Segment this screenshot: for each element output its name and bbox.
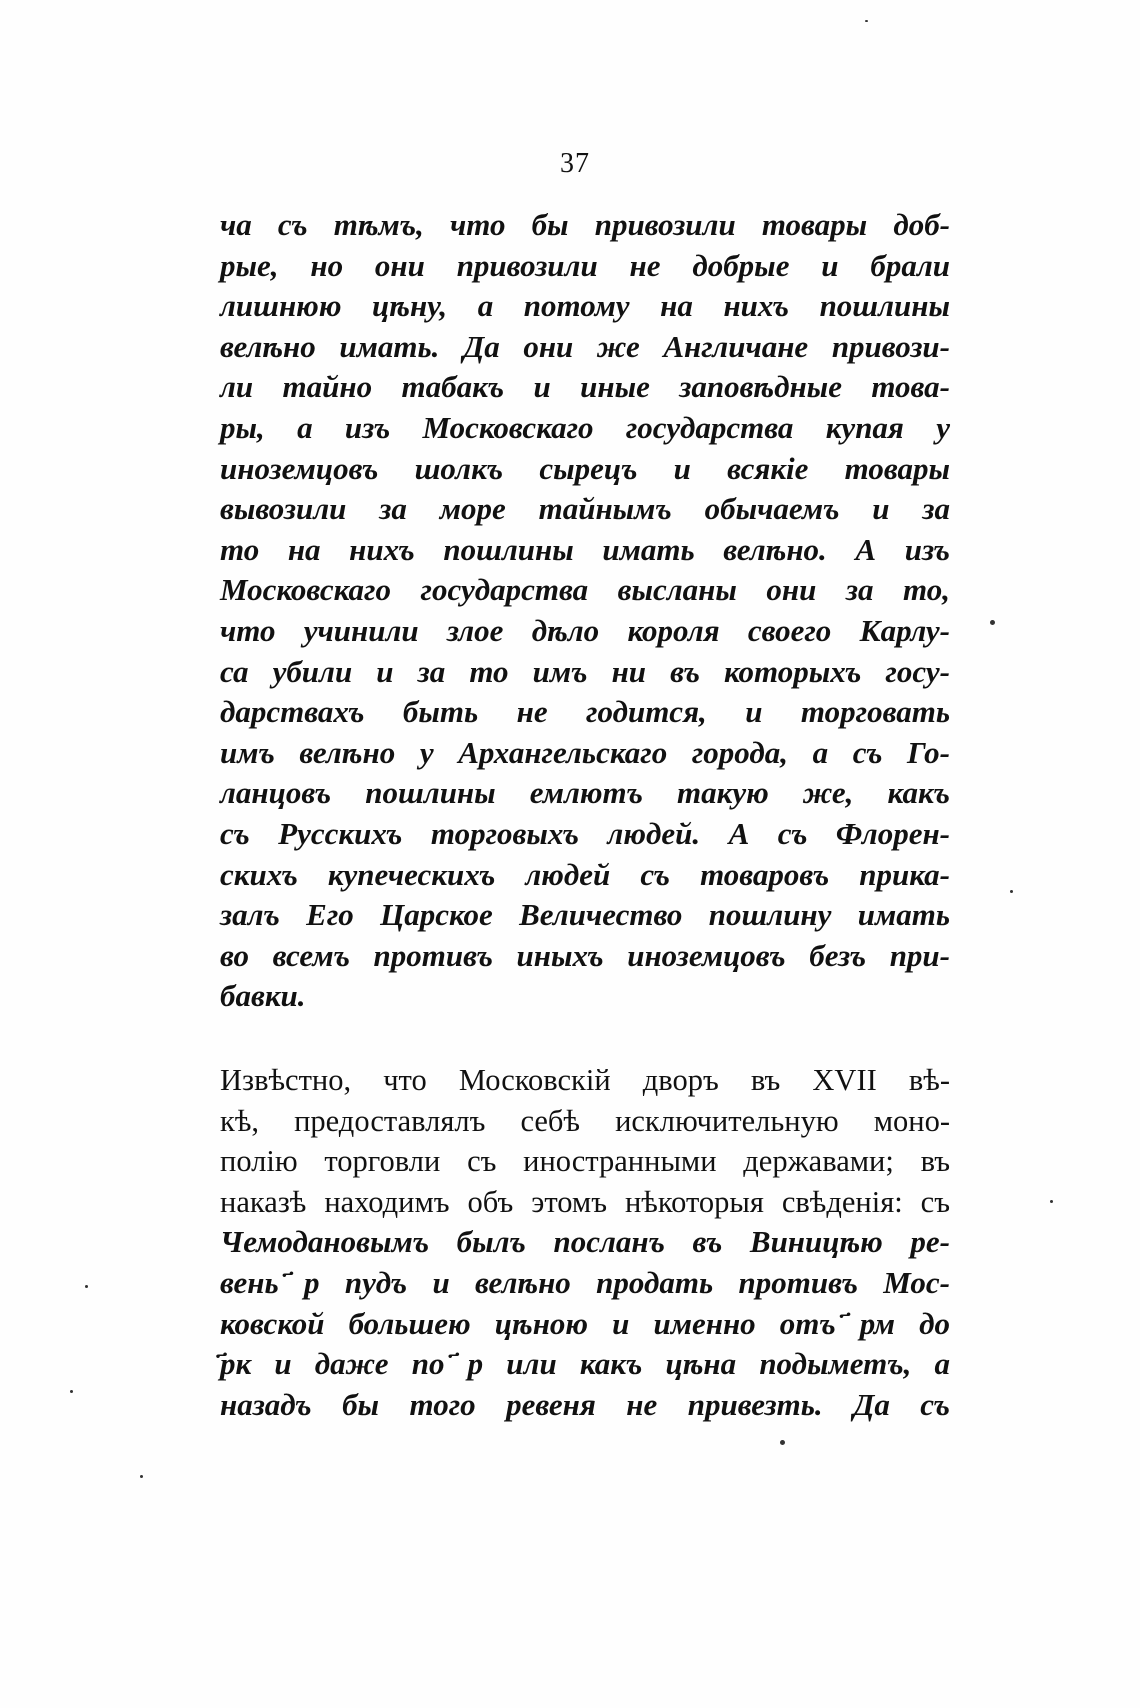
- text-line: бавки.: [220, 978, 306, 1014]
- scan-speck: [780, 1440, 785, 1445]
- text-line: ча съ тѣмъ, что бы привозили товары доб-: [220, 207, 950, 242]
- text-line: ли тайно табакъ и иные заповѣдные това-: [220, 369, 950, 405]
- page-number: 37: [560, 148, 590, 179]
- text-line: иноземцовъ шолкъ сырецъ и всякіе товары: [220, 450, 950, 486]
- text-line: вень ҃р пудъ и велѣно продать противъ Мос-: [220, 1264, 950, 1300]
- text-line: Чемодановымъ былъ посланъ въ Виницѣю ре-: [220, 1224, 950, 1260]
- scan-speck: [990, 620, 995, 625]
- text-line: имъ велѣно у Архангельскаго города, а съ Го-: [220, 734, 950, 770]
- scan-speck: [140, 1475, 143, 1478]
- text-line: то на нихъ пошлины имать велѣно. А изъ: [220, 531, 950, 567]
- scan-speck: [865, 20, 868, 22]
- text-line: дарствахъ быть не годится, и торговать: [220, 694, 950, 730]
- scan-speck: [70, 1390, 73, 1393]
- text-line: съ Русскихъ торговыхъ людей. А съ Флорен-: [220, 815, 950, 851]
- text-line: полію торговли съ иностранными державами; въ: [220, 1144, 950, 1179]
- text-line: Московскаго государства высланы они за то,: [220, 572, 950, 608]
- text-line: велѣно имать. Да они же Англичане привози-: [220, 328, 950, 364]
- text-line: са убили и за то имъ ни въ которыхъ госу-: [220, 653, 950, 689]
- text-line: во всемъ противъ иныхъ иноземцовъ безъ при-: [220, 937, 950, 973]
- text-line: Извѣстно, что Московскій дворъ въ XVII вѣ-: [220, 1063, 950, 1097]
- quoted-decree-text: [220, 205, 950, 1017]
- scan-speck: [1010, 890, 1013, 893]
- text-line: ковской большею цѣною и именно отъ ҃рм до: [220, 1305, 950, 1341]
- text-line: рые, но они привозили не добрые и брали: [220, 247, 950, 283]
- scan-speck: [85, 1285, 88, 1288]
- text-line: скихъ купеческихъ людей съ товаровъ прика-: [220, 856, 950, 892]
- commentary-paragraph: [220, 1060, 950, 1425]
- text-line: ры, а изъ Московскаго государства купая у: [220, 409, 950, 445]
- text-line: залъ Его Царское Величество пошлину имать: [220, 897, 950, 933]
- text-line: что учинили злое дѣло короля своего Карлу-: [220, 612, 950, 648]
- text-line: ҃рк и даже по ҃р или какъ цѣна подыметъ, а: [220, 1346, 950, 1382]
- text-line: наказѣ находимъ объ этомъ нѣкоторыя свѣденія: съ: [220, 1184, 950, 1219]
- text-line: вывозили за море тайнымъ обычаемъ и за: [220, 491, 950, 527]
- text-line: назадъ бы того ревеня не привезть. Да съ: [220, 1386, 950, 1422]
- text-line: лишнюю цѣну, а потому на нихъ пошлины: [220, 288, 950, 324]
- text-line: ланцовъ пошлины емлютъ такую же, какъ: [220, 775, 950, 811]
- text-line: кѣ, предоставлялъ себѣ исключительную моно-: [220, 1103, 950, 1138]
- scan-speck: [1050, 1200, 1053, 1203]
